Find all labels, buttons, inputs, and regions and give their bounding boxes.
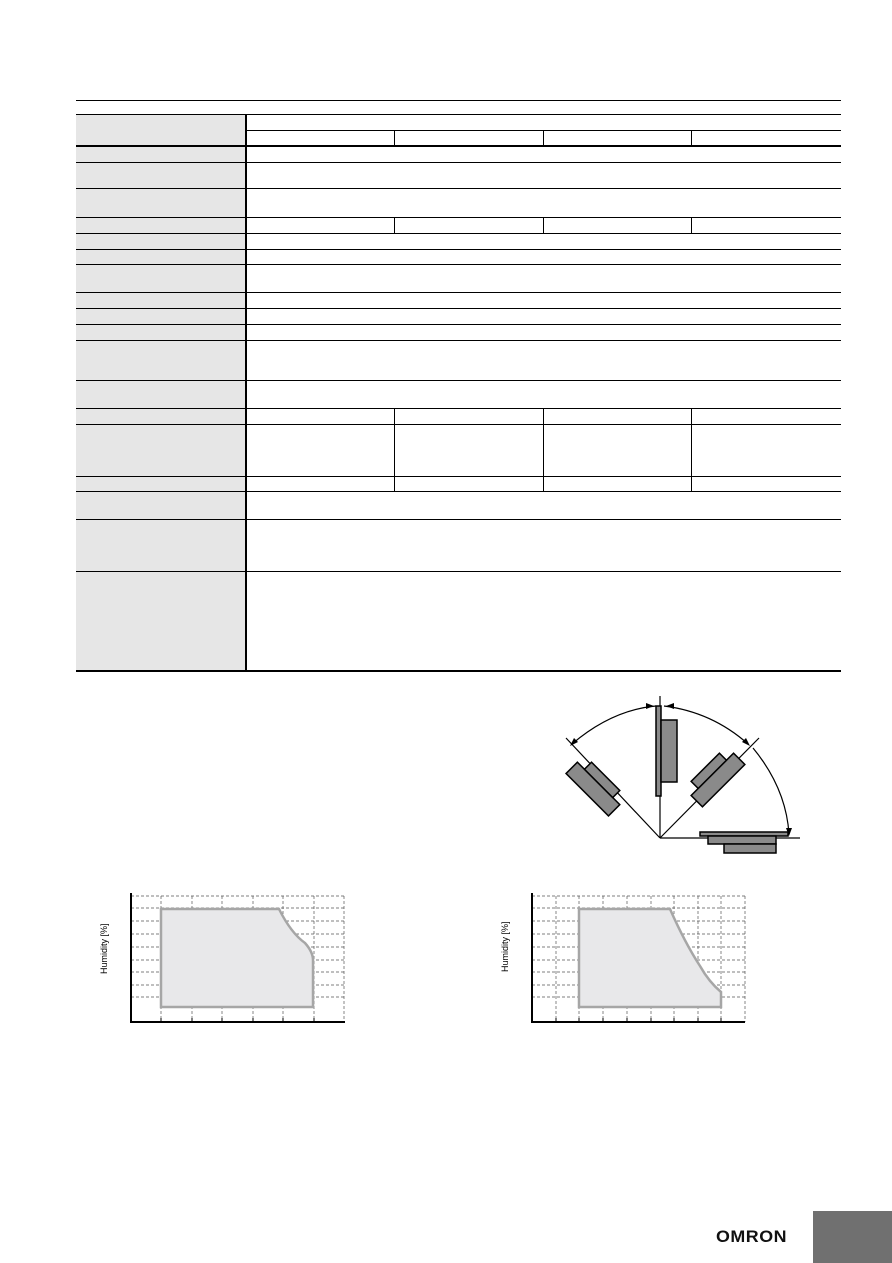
unit-horizontal — [700, 832, 788, 853]
table-rule — [76, 408, 841, 409]
table-rule — [76, 340, 841, 341]
table-rule — [76, 162, 841, 163]
table-column-separator — [394, 217, 395, 233]
unit-tilted-left — [566, 755, 627, 816]
table-label-separator — [245, 114, 247, 672]
mounting-orientation-diagram — [550, 688, 810, 858]
chart-2-ylabel: Humidity [%] — [500, 921, 510, 972]
table-header-label-cell — [76, 114, 246, 146]
table-rule — [76, 233, 841, 234]
table-bottom-rule — [76, 670, 841, 672]
table-rule — [76, 380, 841, 381]
table-rule — [76, 188, 841, 189]
table-column-separator — [543, 408, 544, 492]
table-rule — [76, 308, 841, 309]
chart-1-operating-region — [161, 909, 313, 1007]
table-rule — [76, 264, 841, 265]
omron-logo: OMRON — [716, 1227, 788, 1246]
table-rule — [76, 519, 841, 520]
specification-table — [76, 100, 841, 672]
table-rule — [76, 114, 841, 115]
table-column-separator — [543, 217, 544, 233]
table-column-separator — [691, 408, 692, 492]
table-rule — [76, 324, 841, 325]
table-rule — [76, 571, 841, 572]
table-column-separator — [691, 130, 692, 146]
table-rule — [76, 292, 841, 293]
page-index-tab — [813, 1211, 892, 1263]
chart-2-operating-region — [579, 909, 721, 1007]
table-column-separator — [394, 408, 395, 492]
chart-1-ylabel: Humidity [%] — [99, 923, 109, 974]
environment-chart-2 — [495, 888, 750, 1026]
unit-vertical — [656, 706, 677, 796]
table-header-bottom-rule — [76, 145, 841, 147]
unit-tilted-right — [684, 746, 745, 807]
table-rule — [76, 476, 841, 477]
environment-chart-1 — [95, 888, 350, 1026]
table-rule — [76, 249, 841, 250]
table-rule — [76, 424, 841, 425]
table-column-separator — [394, 130, 395, 146]
table-top-rule — [76, 100, 841, 101]
table-column-separator — [691, 217, 692, 233]
table-column-separator — [543, 130, 544, 146]
table-rule — [76, 217, 841, 218]
table-rule — [76, 491, 841, 492]
table-label-column — [76, 147, 246, 671]
